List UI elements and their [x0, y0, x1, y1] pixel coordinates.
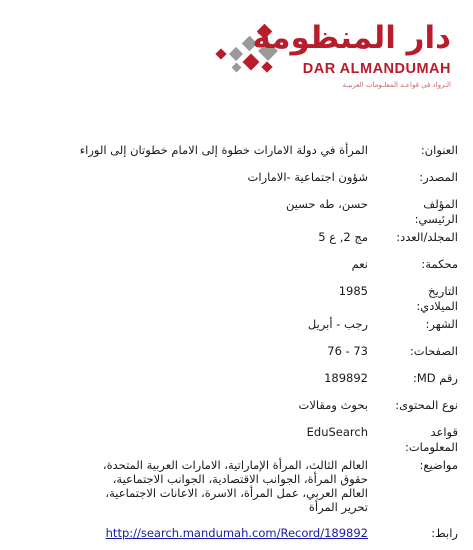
month-row: [14, 314, 458, 341]
subjects-value: [14, 455, 384, 514]
title-row: [14, 140, 458, 167]
month-label: الشهر:: [425, 317, 458, 331]
refereed-value: نعم: [351, 257, 368, 271]
month-value: رجب - أبريل: [307, 317, 368, 331]
author-label: المؤلف الرئيسي:: [414, 197, 458, 226]
databases-row: [14, 422, 458, 455]
source-row: [14, 167, 458, 194]
md-value: 189892: [324, 371, 368, 385]
link-label: رابط:: [431, 526, 458, 540]
content-type-row: [14, 395, 458, 422]
refereed-row: [14, 254, 458, 281]
subjects-label: مواضيع:: [419, 458, 458, 472]
refereed-label: محكمة:: [421, 257, 458, 271]
subject-line: تحرير المرأة: [308, 500, 368, 514]
source-label: المصدر:: [419, 170, 458, 184]
pages-value: 73 - 76: [327, 344, 368, 358]
content-type-value: بحوث ومقالات: [298, 398, 368, 412]
pages-row: [14, 341, 458, 368]
logo-arabic-text: دار المنظومة: [252, 20, 451, 56]
volume-label: المجلد/العدد:: [396, 230, 458, 244]
subject-line: العالم الثالث، المرأة الإماراتية، الامارات العربية المتحدة،: [102, 458, 368, 472]
databases-label: قواعد المعلومات:: [404, 425, 458, 454]
logo-tagline: الـرواد في قواعـد المعلـومات العربيـة: [342, 81, 451, 89]
md-label: رقم MD:: [412, 371, 458, 385]
link-row: [14, 514, 458, 550]
pages-label: الصفحات:: [409, 344, 458, 358]
year-row: [14, 281, 458, 314]
subject-line: العالم العربي، عمل المرأة، الاسرة، الاعانات الاجتماعية،: [105, 486, 368, 500]
record-link[interactable]: http://search.mandumah.com/Record/189892: [105, 526, 368, 540]
logo-english-text: DAR ALMANDUMAH: [302, 61, 451, 77]
title-label: العنوان:: [420, 143, 458, 157]
year-value: 1985: [338, 284, 368, 298]
source-value: شؤون اجتماعية -الامارات: [247, 170, 368, 184]
record-details-table: [14, 140, 458, 550]
md-row: [14, 368, 458, 395]
content-type-label: نوع المحتوى:: [395, 398, 458, 412]
subject-line: حقوق المرأة، الجوانب الاقتصادية، الجوانب الاجتماعية،: [112, 472, 368, 486]
title-value: المرأة في دولة الامارات خطوة إلى الامام خطوتان إلى الوراء: [79, 143, 368, 157]
author-value: حسن، طه حسين: [285, 197, 368, 211]
volume-value: مج 2, ع 5: [318, 230, 368, 244]
author-row: [14, 194, 458, 227]
dar-almandumah-logo: [211, 18, 451, 100]
databases-value: EduSearch: [306, 425, 368, 439]
year-label: التاريخ الميلادي:: [416, 284, 458, 313]
subjects-row: [14, 455, 458, 514]
volume-row: [14, 227, 458, 254]
